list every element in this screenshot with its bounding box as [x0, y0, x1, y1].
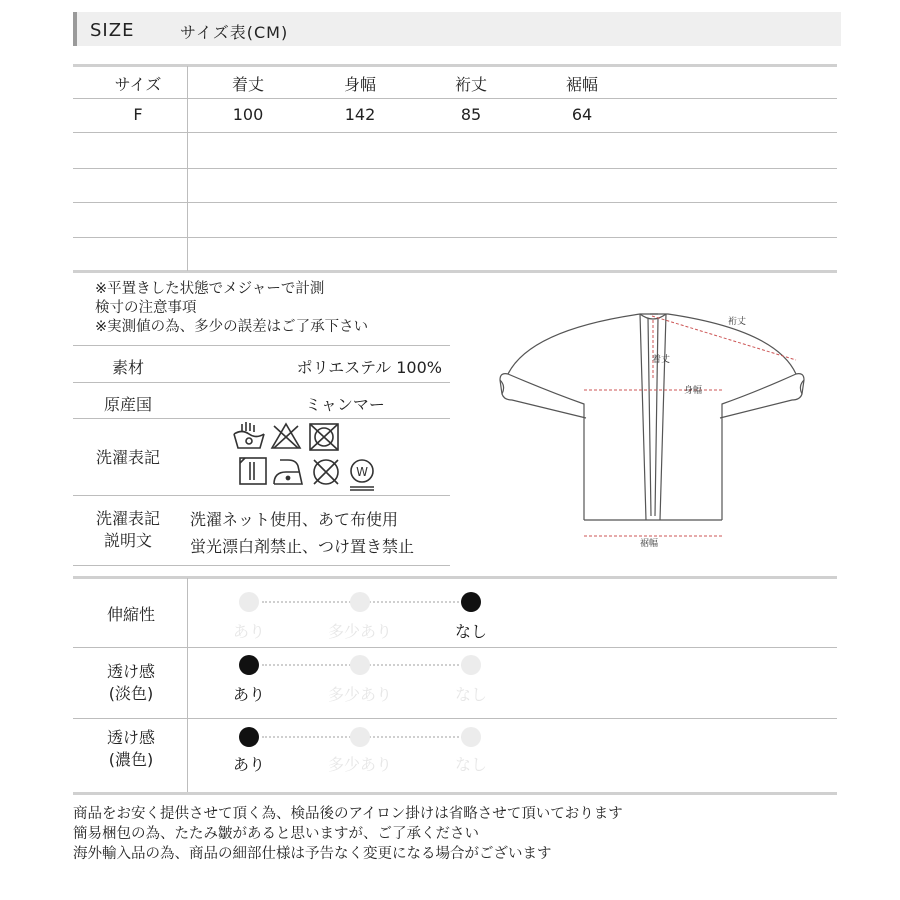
care-description-label: 洗濯表記 説明文 — [95, 509, 160, 550]
diagram-label-sleeve: 裄丈 — [728, 317, 747, 327]
cell-width: 142 — [344, 105, 376, 124]
cell-length: 100 — [232, 105, 264, 124]
material-rule — [73, 382, 450, 383]
footer-note-packaging: 簡易梱包の為、たたみ皺があると思いますが、ご了承ください — [73, 826, 479, 842]
wet-clean-icon — [350, 460, 374, 490]
col-header-size: サイズ — [114, 75, 162, 94]
iron-low-icon — [274, 460, 302, 484]
origin-value: ミャンマー — [305, 395, 385, 414]
diagram-label-hem: 裾幅 — [640, 539, 659, 549]
footer-note-ironing: 商品をお安く提供させて頂く為、検品後のアイロン掛けは省略させて頂いております — [73, 806, 623, 822]
table-column-divider — [187, 66, 188, 271]
stretch-dot-option2 — [350, 592, 370, 612]
cell-size: F — [133, 105, 143, 124]
line-dry-shade-icon — [240, 458, 266, 484]
material-label: 素材 — [111, 358, 144, 377]
material-value: ポリエステル 100% — [296, 358, 442, 377]
hand-wash-40-icon — [234, 422, 264, 448]
sheer-dark-option-label-selected: あり — [232, 755, 265, 774]
col-header-width: 身幅 — [343, 75, 376, 94]
cell-sleeve: 85 — [460, 105, 482, 124]
sheer-dark-dot-option2 — [350, 727, 370, 747]
stretch-dot-selected — [461, 592, 481, 612]
sheer-light-dot-option2 — [350, 655, 370, 675]
col-header-hem: 裾幅 — [565, 75, 598, 94]
no-bleach-icon — [272, 424, 300, 448]
stretch-option-label: あり — [232, 622, 265, 641]
size-table-subtitle: サイズ表(CM) — [180, 23, 289, 42]
svg-text:W: W — [356, 465, 368, 479]
col-header-length: 着丈 — [231, 75, 264, 94]
no-dry-clean-icon — [314, 460, 338, 484]
sheer-dark-dot-option3 — [461, 727, 481, 747]
origin-label: 原産国 — [103, 395, 152, 414]
stretch-option-label: 多少あり — [327, 622, 392, 641]
material-rule — [73, 565, 450, 566]
stretch-dot-option1 — [239, 592, 259, 612]
sheer-light-dot-option3 — [461, 655, 481, 675]
note-heading: 検寸の注意事項 — [95, 300, 197, 316]
sheer-light-option-label: 多少あり — [327, 685, 392, 704]
sheer-dark-option-label: 多少あり — [327, 755, 392, 774]
footer-note-specs: 海外輸入品の為、商品の細部仕様は予告なく変更になる場合がございます — [73, 846, 552, 862]
size-heading: SIZE — [90, 20, 135, 41]
sheer-light-dot-selected — [239, 655, 259, 675]
note-tolerance: ※実測値の為、多少の誤差はご了承下さい — [95, 319, 369, 335]
diagram-label-width: 身幅 — [684, 386, 703, 396]
sheer-light-option-label: なし — [454, 685, 487, 704]
stretch-option-label-selected: なし — [454, 622, 487, 641]
sheer-dark-dot-selected — [239, 727, 259, 747]
care-icons — [228, 420, 398, 492]
cell-hem: 64 — [571, 105, 593, 124]
feel-column-divider — [187, 578, 188, 792]
material-rule — [73, 495, 450, 496]
care-description-text: 洗濯ネット使用、あて布使用 蛍光漂白剤禁止、つけ置き禁止 — [190, 510, 415, 556]
material-rule — [73, 345, 450, 346]
sheer-light-option-label-selected: あり — [232, 685, 265, 704]
care-label: 洗濯表記 — [95, 448, 160, 467]
garment-diagram — [490, 300, 820, 560]
stretch-label: 伸縮性 — [106, 605, 155, 624]
sheer-light-label: 透け感 (淡色) — [106, 662, 155, 703]
col-header-sleeve: 裄丈 — [454, 75, 487, 94]
feel-bottom-rule — [73, 792, 837, 795]
sheer-dark-label: 透け感 (濃色) — [106, 728, 155, 769]
diagram-label-length: 着丈 — [652, 355, 671, 365]
note-measure: ※平置きした状態でメジャーで計測 — [95, 281, 325, 297]
sheer-dark-option-label: なし — [454, 755, 487, 774]
material-rule — [73, 418, 450, 419]
no-tumble-dry-icon — [310, 424, 338, 450]
